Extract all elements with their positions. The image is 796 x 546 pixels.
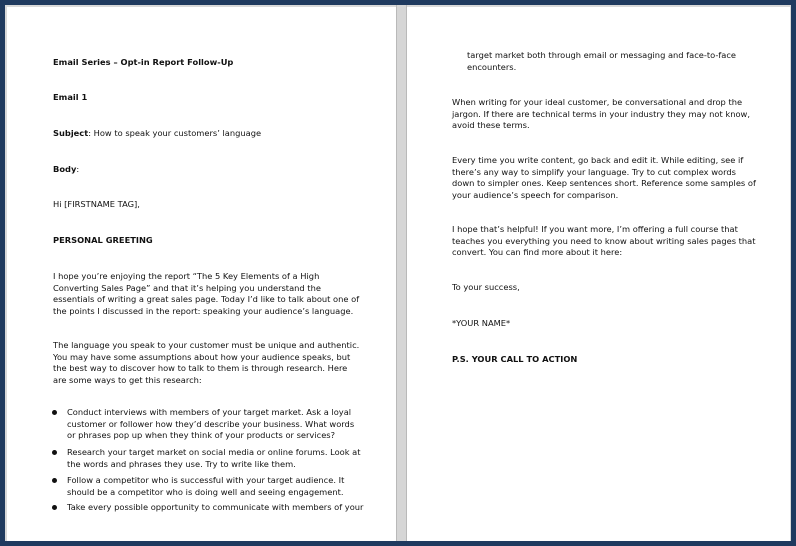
paragraph-line: are some ways to get this research: — [53, 374, 202, 385]
page-right — [407, 7, 790, 541]
page-separator — [396, 5, 407, 541]
bullet-dot — [52, 450, 57, 455]
paragraph-line: I hope that’s helpful! If you want more, I’m offering a full course that — [452, 224, 738, 234]
signoff: To your success, — [452, 282, 520, 292]
paragraph-line: I hope you’re enjoying the report “The 5 Key Elements of a High — [53, 271, 320, 281]
subject-text: : How to speak your customers’ language — [88, 128, 262, 138]
bullet-line: Research your target market on social media or online forums. Look at — [67, 447, 361, 457]
paragraph-line: there’s any way to simplify your language. Try to cut complex words — [452, 166, 736, 177]
paragraph-line: the points I discussed in the report: speaking your audience’s language. — [53, 305, 354, 316]
bullet-dot — [52, 410, 57, 415]
subject-line — [53, 128, 261, 140]
paragraph-line: When writing for your ideal customer, be conversational and drop the — [452, 97, 743, 107]
page-left — [7, 7, 396, 541]
paragraph-line: The language you speak to your customer must be unique and authentic. — [53, 340, 360, 350]
paragraph-line: You may have some assumptions about how your audience speaks, but — [53, 351, 351, 362]
bullet-continuation-line: encounters. — [467, 61, 517, 72]
subject-label: Subject — [53, 128, 89, 138]
paragraph-line: jargon. If there are technical terms in your industry they may not know, — [452, 108, 750, 119]
document-viewer — [5, 5, 791, 541]
bullet-dot — [52, 505, 57, 510]
body-label: Body — [53, 164, 77, 174]
bullet-line: Take every possible opportunity to communicate with members of your — [67, 502, 364, 512]
call-to-action: P.S. YOUR CALL TO ACTION — [452, 354, 578, 364]
paragraph-line: the best way to discover how to talk to them is through research. Here — [53, 363, 348, 373]
paragraph-line: convert. You can find more about it here: — [452, 247, 623, 257]
paragraph-line: Converting Sales Page” and that it’s helping you understand the — [53, 282, 321, 293]
bullet-line: or phrases pop up when they think of your products or services? — [67, 430, 336, 440]
bullet-dot — [52, 478, 57, 483]
your-name: *YOUR NAME* — [452, 318, 511, 328]
paragraph-line: Every time you write content, go back and edit it. While editing, see if — [452, 155, 744, 165]
paragraph-line: avoid these terms. — [452, 120, 530, 130]
paragraph-line: your audience’s speech for comparison. — [452, 189, 619, 200]
paragraph-line: essentials of writing a great sales page. Today I’d like to talk about one of — [53, 294, 360, 304]
bullet-line: should be a competitor who is doing well and seeing engagement. — [67, 486, 344, 497]
bullet-continuation-line: target market both through email or messaging and face-to-face — [467, 50, 737, 60]
bullet-line: customer or follower how they’d describe your business. What words — [67, 418, 355, 429]
bullet-line: Conduct interviews with members of your target market. Ask a loyal — [67, 407, 352, 417]
paragraph-line: down to simpler ones. Keep sentences short. Reference some samples of — [452, 178, 756, 188]
greeting: Hi [FIRSTNAME TAG], — [53, 199, 140, 209]
body-line — [53, 164, 79, 176]
personal-greeting: PERSONAL GREETING — [53, 235, 153, 245]
document-title: Email Series – Opt-in Report Follow-Up — [53, 57, 234, 67]
bullet-line: Follow a competitor who is successful with your target audience. It — [67, 475, 345, 485]
paragraph-line: teaches you everything you need to know about writing sales pages that — [452, 235, 756, 246]
email-number: Email 1 — [53, 92, 88, 102]
body-colon: : — [76, 164, 80, 174]
bullet-line: the words and phrases they use. Try to write like them. — [67, 458, 296, 469]
